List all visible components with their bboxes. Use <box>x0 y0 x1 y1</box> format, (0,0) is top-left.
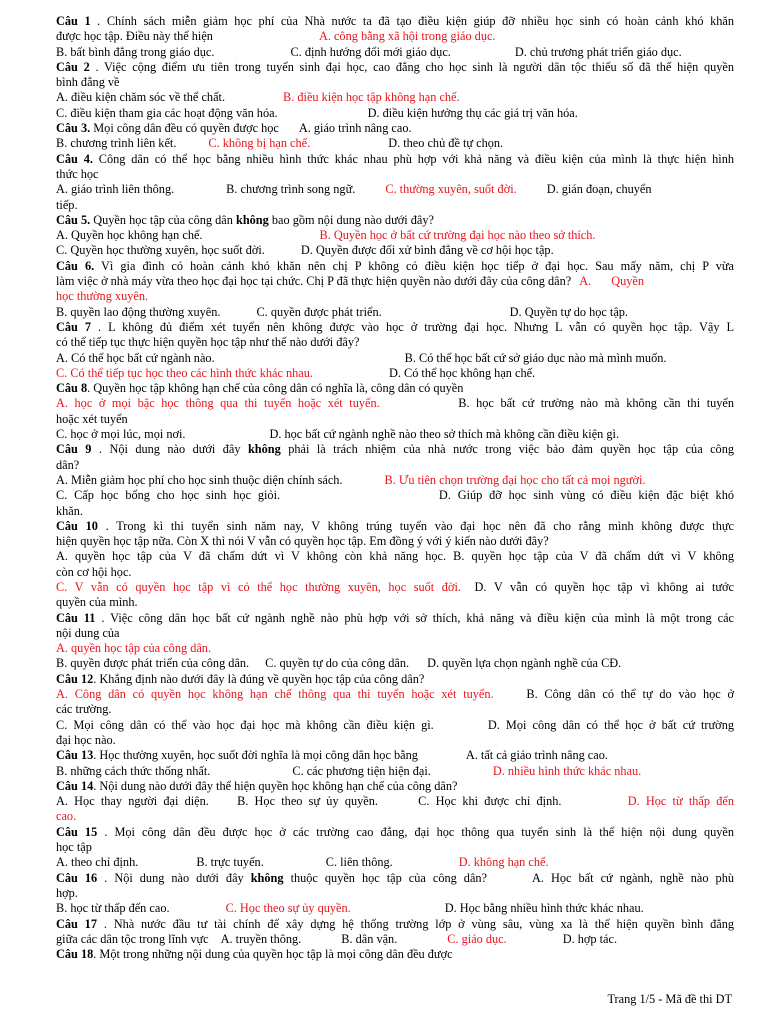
text-line <box>56 580 734 595</box>
text-line <box>56 60 734 75</box>
line-text: dân? <box>56 457 80 472</box>
line-text: B. những cách thức thống nhất. <box>56 763 211 778</box>
line-text: A. truyền thông. <box>220 931 302 946</box>
line-text: giữa các dân tộc trong lĩnh vực <box>56 931 209 946</box>
line-text: B. Học theo sự ủy quyền. <box>237 794 378 809</box>
line-text: D. V vẫn có quyền học tập vì không ai tước <box>474 579 734 594</box>
text-line <box>56 871 734 886</box>
answer-highlight: D. nhiều hình thức khác nhau. <box>492 763 642 778</box>
line-text: quyền của mình. <box>56 595 138 610</box>
text-line <box>56 626 734 641</box>
line-text: . Một trong những nội dung của quyền học tập là mọi công dân đều được <box>93 947 453 962</box>
text-line <box>56 549 734 564</box>
line-text: hiện quyền học tập nữa. Còn X thì nói V vẫn có quyền học tập. Em đồng ý với ý kiến nào dưới đây? <box>56 534 549 549</box>
text-line <box>56 75 734 90</box>
text-line <box>56 412 734 427</box>
answer-highlight: cao. <box>56 809 77 824</box>
line-text: A. tất cả giáo trình nâng cao. <box>465 748 608 763</box>
text-line <box>56 289 734 304</box>
line-text: . Mọi công dân đều được học ở các trường cao đẳng, đại học thông qua tuyển sinh là thể hiện nội dung quyền <box>104 824 734 839</box>
answer-highlight: B. Quyền học ở bất cứ trường đại học nào theo sở thích. <box>319 228 596 243</box>
line-text: C. định hướng đổi mới giáo dục. <box>290 44 451 59</box>
line-text: Vì gia đình có hoàn cảnh khó khăn nên chị P không có điều kiện học tiếp ở đại học. Sau mấy năm, chị P vừa <box>101 258 734 273</box>
line-text: hoặc xét tuyển <box>56 411 128 426</box>
bold-text: Câu 11 <box>56 610 96 625</box>
text-line <box>56 136 734 151</box>
line-text: C. điều kiện tham gia các hoạt động văn hóa. <box>56 105 278 120</box>
text-line <box>56 213 734 228</box>
line-text: D. chủ trương phát triển giáo dục. <box>514 44 682 59</box>
line-text: . Chính sách miễn giảm học phí của Nhà nước ta đã tạo điều kiện giúp đỡ nhiều học sinh có hoàn cảnh khó khăn <box>97 14 734 28</box>
text-line <box>56 488 734 503</box>
text-line <box>56 335 734 350</box>
line-text: A. Quyền học không hạn chế. <box>56 228 203 243</box>
text-line <box>56 320 734 335</box>
line-text: Quyền học tập của công dân <box>90 212 236 227</box>
text-line <box>56 228 734 243</box>
text-line <box>56 565 734 580</box>
bold-text: không <box>247 442 281 457</box>
text-line <box>56 182 734 197</box>
line-text: tiếp. <box>56 197 78 212</box>
bold-text: Câu 7 <box>56 319 92 334</box>
line-text: làm việc ở nhà máy vừa theo học đại học tại chức. Chị P đã thực hiện quyền nào dưới đây của công dân? <box>56 274 572 289</box>
line-text: B. quyền lao động thường xuyên. <box>56 304 221 319</box>
line-text: D. Có thể học không hạn chế. <box>388 365 536 380</box>
text-line <box>56 656 734 671</box>
bold-text: không <box>250 870 284 885</box>
line-text: thuộc quyền học tập của công dân? <box>290 870 488 885</box>
line-text: A. điều kiện chăm sóc về thể chất. <box>56 90 226 105</box>
text-line <box>56 779 734 794</box>
line-text: B. học bất cứ trường nào mà không cần thi tuyển <box>458 396 734 411</box>
line-text: B. Có thể học bất cứ sở giáo dục nào mà mình muốn. <box>404 350 667 365</box>
line-text: bình đẳng về <box>56 75 120 90</box>
text-line <box>56 595 734 610</box>
line-text: C. Học khi được chỉ định. <box>418 794 562 809</box>
text-line <box>56 274 734 289</box>
line-text: còn cơ hội học. <box>56 564 132 579</box>
answer-highlight: D. không hạn chế. <box>458 855 549 870</box>
text-line <box>56 840 734 855</box>
answer-highlight: A. Công dân có quyền học không hạn chế thông qua thi tuyển hoặc xét tuyển. <box>56 687 494 702</box>
line-text: D. điều kiện hưởng thụ các giá trị văn hóa. <box>367 105 578 120</box>
line-text: D. Giúp đỡ học sinh vùng có điều kiện đặc biệt khó <box>438 488 734 503</box>
text-line <box>56 381 734 396</box>
line-text: A. giáo trình nâng cao. <box>298 121 412 136</box>
page-footer: Trang 1/5 - Mã đề thi DT <box>607 992 732 1006</box>
line-text: . Việc cộng điểm ưu tiên trong tuyển sinh đại học, cao đẳng cho học sinh là người dân tộc thiểu số đã thể hiện quyền <box>95 59 734 74</box>
line-text: C. Quyền học thường xuyên, học suốt đời. <box>56 243 265 258</box>
line-text: C. các phương tiện hiện đại. <box>292 763 431 778</box>
text-line <box>56 702 734 717</box>
bold-text: Câu 9 <box>56 442 92 457</box>
answer-highlight: C. Có thể tiếp tục học theo các hình thức khác nhau. <box>56 365 313 380</box>
line-text: . Trong kì thi tuyển sinh năm nay, V không trúng tuyển vào đại học nên đã cho rằng mình không được thực <box>105 518 734 533</box>
text-line <box>56 764 734 779</box>
text-line <box>56 687 734 702</box>
bold-text: không <box>235 212 269 227</box>
bold-text: Câu 13 <box>56 748 94 763</box>
answer-highlight: B. Ưu tiên chọn trường đại học cho tất cả mọi người. <box>384 472 646 487</box>
answer-highlight: A. học ở mọi bậc học thông qua thi tuyển hoặc xét tuyển. <box>56 396 380 411</box>
line-text: phải là trách nhiệm của nhà nước trong việc bảo đảm quyền học tập của công <box>288 442 734 457</box>
text-line <box>56 809 734 824</box>
line-text: C. quyền được phát triển. <box>256 304 382 319</box>
bold-text: Câu 2 <box>56 59 90 74</box>
text-line <box>56 534 734 549</box>
line-text: B. trực tuyến. <box>196 855 264 870</box>
exam-page <box>56 14 734 962</box>
line-text: hợp. <box>56 885 78 900</box>
text-line <box>56 825 734 840</box>
line-text: B. Công dân có thể tự do vào học ở <box>526 687 734 702</box>
line-text: D. quyền lựa chọn ngành nghề của CĐ. <box>427 656 622 671</box>
text-line <box>56 29 734 44</box>
text-line <box>56 152 734 167</box>
answer-highlight: D. Học từ thấp đến <box>627 794 734 809</box>
line-text: A. Học bất cứ ngành, nghề nào phù <box>532 870 734 885</box>
text-line <box>56 917 734 932</box>
line-text: D. học bất cứ ngành nghề nào theo sở thích mà không cần điều kiện gì. <box>269 427 620 442</box>
bold-text: Câu 16 <box>56 870 98 885</box>
line-text: Công dân có thể học bằng nhiều hình thức khác nhau phù hợp với khả năng và điều kiện của mình là thực hiện hình <box>98 151 734 166</box>
line-text: A. Có thể học bất cứ ngành nào. <box>56 350 215 365</box>
line-text: D. Quyền tự do học tập. <box>509 304 629 319</box>
text-line <box>56 748 734 763</box>
text-line <box>56 473 734 488</box>
line-text: C. Cấp học bổng cho học sinh học giỏi. <box>56 488 281 503</box>
bold-text: Câu 18 <box>56 947 94 962</box>
text-line <box>56 259 734 274</box>
bold-text: Câu 5. <box>56 212 91 227</box>
text-line <box>56 458 734 473</box>
answer-highlight: A. công bằng xã hội trong giáo dục. <box>318 29 496 44</box>
bold-text: Câu 8 <box>56 381 88 396</box>
line-text: . Khẳng định nào dưới đây là đúng về quyền học tập của công dân? <box>93 671 425 686</box>
line-text: D. hợp tác. <box>562 931 618 946</box>
bold-text: Câu 14 <box>56 778 94 793</box>
answer-highlight: A. <box>579 274 592 289</box>
line-text: C. Mọi công dân có thể vào học đại học mà không cần điều kiện gì. <box>56 717 434 732</box>
text-line <box>56 794 734 809</box>
text-line <box>56 672 734 687</box>
bold-text: Câu 4. <box>56 151 93 166</box>
line-text: . Nhà nước đầu tư tài chính để xây dựng hệ thống trường lớp ở vùng sâu, vùng xa là thể hiện quyền bình đẳng <box>103 916 734 931</box>
line-text: khăn. <box>56 503 83 518</box>
line-text: A. theo chỉ định. <box>56 855 139 870</box>
line-text: B. bất bình đẳng trong giáo dục. <box>56 44 215 59</box>
text-line <box>56 519 734 534</box>
text-line <box>56 718 734 733</box>
line-text: A. Miễn giảm học phí cho học sinh thuộc diện chính sách. <box>56 472 343 487</box>
bold-text: Câu 3. <box>56 121 91 136</box>
line-text: A. Học thay người đại diện. <box>56 794 209 809</box>
text-line <box>56 504 734 519</box>
text-line <box>56 366 734 381</box>
text-line <box>56 90 734 105</box>
line-text: . Nội dung nào dưới đây <box>104 870 251 885</box>
text-line <box>56 121 734 136</box>
line-text: các trường. <box>56 702 112 717</box>
bold-text: Câu 15 <box>56 824 98 839</box>
line-text: C. quyền tự do của công dân. <box>265 656 410 671</box>
text-line <box>56 886 734 901</box>
line-text: thức học <box>56 166 99 181</box>
text-line <box>56 947 734 962</box>
line-text: D. Quyền được đối xử bình đẳng về cơ hội học tập. <box>300 243 554 258</box>
line-text: B. dân vận. <box>341 931 398 946</box>
bold-text: Câu 6. <box>56 258 95 273</box>
line-text: nội dung của <box>56 625 120 640</box>
bold-text: Câu 12 <box>56 671 94 686</box>
line-text: . Quyền học tập không hạn chế của công dân có nghĩa là, công dân có quyền <box>87 381 464 396</box>
text-line <box>56 932 734 947</box>
line-text: . Việc công dân học bất cứ ngành nghề nào phù hợp với sở thích, khả năng và điều kiện của mình là một trong các <box>101 610 734 625</box>
text-line <box>56 641 734 656</box>
line-text: . Học thường xuyên, học suốt đời nghĩa là mọi công dân học bằng <box>93 748 418 763</box>
line-text: D. Mọi công dân có thể học ở bất cứ trường <box>487 717 734 732</box>
bold-text: Câu 17 <box>56 916 97 931</box>
bold-text: Câu 10 <box>56 518 98 533</box>
line-text: A. giáo trình liên thông. <box>56 182 175 197</box>
text-line <box>56 14 734 29</box>
answer-highlight: C. thường xuyên, suốt đời. <box>385 182 517 197</box>
answer-highlight: A. quyền học tập của công dân. <box>56 641 212 656</box>
text-line <box>56 45 734 60</box>
line-text: D. Học bằng nhiều hình thức khác nhau. <box>444 901 644 916</box>
answer-highlight: C. V vẫn có quyền học tập vì có thể học thường xuyên, học suốt đời. <box>56 579 461 594</box>
line-text: B. quyền được phát triển của công dân. <box>56 656 250 671</box>
text-line <box>56 351 734 366</box>
line-text: C. liên thông. <box>325 855 393 870</box>
bold-text: Câu 1 <box>56 14 91 28</box>
text-line <box>56 198 734 213</box>
line-text: . Nội dung nào dưới đây thể hiện quyền học không hạn chế của công dân? <box>93 778 458 793</box>
text-line <box>56 611 734 626</box>
answer-highlight: C. giáo dục. <box>447 931 507 946</box>
line-text: D. theo chủ đề tự chọn. <box>388 136 504 151</box>
line-text: B. chương trình liên kết. <box>56 136 177 151</box>
line-text: học tập <box>56 840 92 855</box>
line-text: . L không đủ điểm xét tuyển nên không được vào học ở trường đại học. Nhưng L vẫn có quyền học tập. Vậy L <box>98 319 734 334</box>
line-text: . Nội dung nào dưới đây <box>98 442 248 457</box>
text-line <box>56 427 734 442</box>
text-line <box>56 396 734 411</box>
text-line <box>56 442 734 457</box>
line-text: có thể tiếp tục thực hiện quyền học tập như thế nào dưới đây? <box>56 335 360 350</box>
answer-highlight: học thường xuyên. <box>56 289 149 304</box>
text-line <box>56 305 734 320</box>
text-line <box>56 855 734 870</box>
text-line <box>56 167 734 182</box>
line-text: bao gồm nội dung nào dưới đây? <box>268 212 434 227</box>
answer-highlight: C. không bị hạn chế. <box>208 136 311 151</box>
line-text: A. quyền học tập của V đã chấm dứt vì V không còn khả năng học. B. quyền học tập của V đã chấm dứt vì V không <box>56 549 734 564</box>
text-line <box>56 106 734 121</box>
text-line <box>56 733 734 748</box>
text-line <box>56 243 734 258</box>
line-text: Mọi công dân đều có quyền được học <box>90 121 279 136</box>
answer-highlight: Quyền <box>611 274 644 289</box>
line-text: B. chương trình song ngữ. <box>226 182 356 197</box>
answer-highlight: B. điều kiện học tập không hạn chế. <box>283 90 460 105</box>
line-text: được học tập. Điều này thể hiện <box>56 29 213 44</box>
line-text: D. gián đoạn, chuyển <box>546 182 652 197</box>
answer-highlight: C. Học theo sự ủy quyền. <box>225 901 351 916</box>
line-text: C. học ở mọi lúc, mọi nơi. <box>56 427 186 442</box>
line-text: đại học nào. <box>56 732 116 747</box>
line-text: B. học từ thấp đến cao. <box>56 901 170 916</box>
text-line <box>56 901 734 916</box>
